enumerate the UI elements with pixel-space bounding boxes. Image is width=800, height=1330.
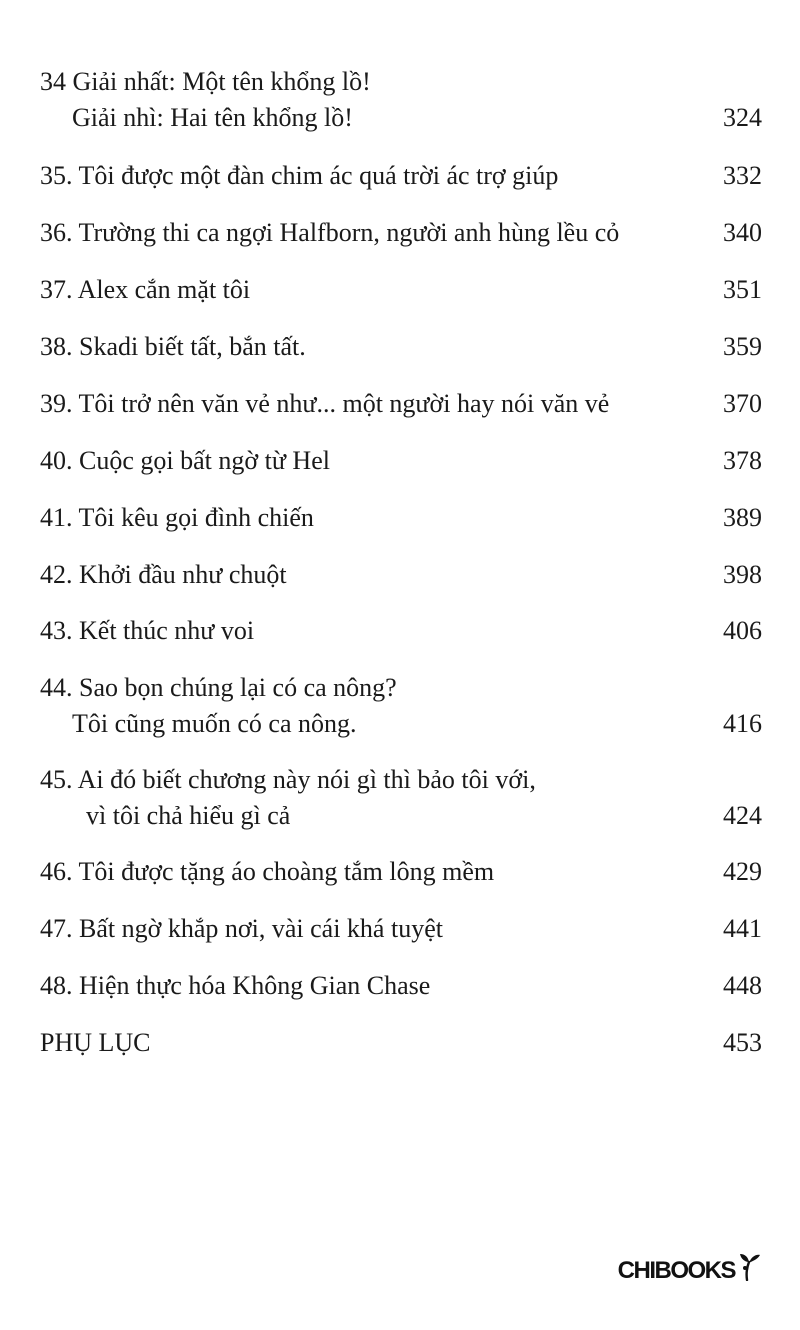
toc-entry-title-text: vì tôi chả hiểu gì cả <box>86 801 291 830</box>
toc-entry-title-text: 38. Skadi biết tất, bắn tất. <box>40 332 306 361</box>
toc-entry-title-line <box>40 798 762 834</box>
toc-page-number: 416 <box>723 709 762 738</box>
publisher-logo-text: CHIBOOKS <box>617 1257 735 1284</box>
toc-entry-title-line <box>40 386 762 422</box>
toc-entry-39 <box>40 386 762 422</box>
toc-entry-42 <box>40 557 762 593</box>
toc-entry-37 <box>40 272 762 308</box>
toc-entry-title-line <box>40 100 762 136</box>
toc-entry-title-line <box>40 272 762 308</box>
toc-page-number: 406 <box>723 616 762 645</box>
toc-entry-title-line <box>40 854 762 890</box>
toc-entry-40 <box>40 443 762 479</box>
toc-entry-title-text: 48. Hiện thực hóa Không Gian Chase <box>40 971 431 1000</box>
toc-entry-title-line <box>40 1025 762 1061</box>
toc-entry-35 <box>40 158 762 194</box>
toc-entry-title-text: 39. Tôi trở nên văn vẻ như... một người hay nói văn vẻ <box>40 389 610 418</box>
toc-entry-38 <box>40 329 762 365</box>
publisher-logo <box>618 1254 762 1288</box>
toc-entry-title-text: 41. Tôi kêu gọi đình chiến <box>40 503 314 532</box>
toc-entry-43 <box>40 613 762 649</box>
toc-page-number: 453 <box>723 1028 762 1057</box>
toc-entry-title-text: 37. Alex cắn mặt tôi <box>40 275 251 304</box>
toc-page-number: 324 <box>723 103 762 132</box>
toc-entry-title-line <box>40 215 762 251</box>
toc-page-number: 441 <box>723 914 762 943</box>
toc-entry-title-line <box>40 911 762 947</box>
toc-entry-title-line <box>40 613 762 649</box>
toc-page-number: 424 <box>723 801 762 830</box>
toc-page-number: 398 <box>723 560 762 589</box>
toc-page-number: 429 <box>723 857 762 886</box>
toc-page-number: 351 <box>723 275 762 304</box>
toc-page-number: 359 <box>723 332 762 361</box>
toc-entry-45 <box>40 762 762 834</box>
toc-entry-title-line <box>40 968 762 1004</box>
toc-entry-title-text: 46. Tôi được tặng áo choàng tắm lông mềm <box>40 857 495 886</box>
toc-page-number: 332 <box>723 161 762 190</box>
sprout-figure-icon <box>736 1251 762 1281</box>
toc-page-number: 389 <box>723 503 762 532</box>
toc-entry-title-line <box>40 443 762 479</box>
toc-entry-title-line <box>40 329 762 365</box>
toc-entry-title-text: 42. Khởi đầu như chuột <box>40 560 287 589</box>
toc-entry-44 <box>40 670 762 742</box>
toc-entry-appendix <box>40 1025 762 1061</box>
toc-entry-47 <box>40 911 762 947</box>
toc-entry-title-text: PHỤ LỤC <box>40 1028 151 1057</box>
toc-entry-title-line: 45. Ai đó biết chương này nói gì thì bảo tôi với, <box>40 765 536 794</box>
toc-entry-34 <box>40 64 762 136</box>
toc-entry-title-text: Giải nhì: Hai tên khổng lồ! <box>72 103 353 132</box>
toc-entry-title-line <box>40 557 762 593</box>
toc-page-number: 448 <box>723 971 762 1000</box>
toc-page-number: 340 <box>723 218 762 247</box>
toc-entry-title-text: 36. Trường thi ca ngợi Halfborn, người anh hùng lều cỏ <box>40 218 620 247</box>
toc-entry-title-line: 34 Giải nhất: Một tên khổng lồ! <box>40 67 371 96</box>
toc-entry-title-line <box>40 158 762 194</box>
toc-entry-36 <box>40 215 762 251</box>
toc-entry-46 <box>40 854 762 890</box>
toc-entry-title-line: 44. Sao bọn chúng lại có ca nông? <box>40 673 397 702</box>
toc-entry-title-line <box>40 500 762 536</box>
toc-entry-title-text: 47. Bất ngờ khắp nơi, vài cái khá tuyệt <box>40 914 443 943</box>
toc-entry-title-text: 40. Cuộc gọi bất ngờ từ Hel <box>40 446 330 475</box>
toc-page-number: 378 <box>723 446 762 475</box>
toc-entry-title-text: 43. Kết thúc như voi <box>40 616 255 645</box>
toc-entry-title-text: Tôi cũng muốn có ca nông. <box>72 709 357 738</box>
toc-entry-title-text: 35. Tôi được một đàn chim ác quá trời ác trợ giúp <box>40 161 559 190</box>
toc-page-number: 370 <box>723 389 762 418</box>
toc-entry-48 <box>40 968 762 1004</box>
toc-entry-41 <box>40 500 762 536</box>
toc-entry-title-line <box>40 706 762 742</box>
